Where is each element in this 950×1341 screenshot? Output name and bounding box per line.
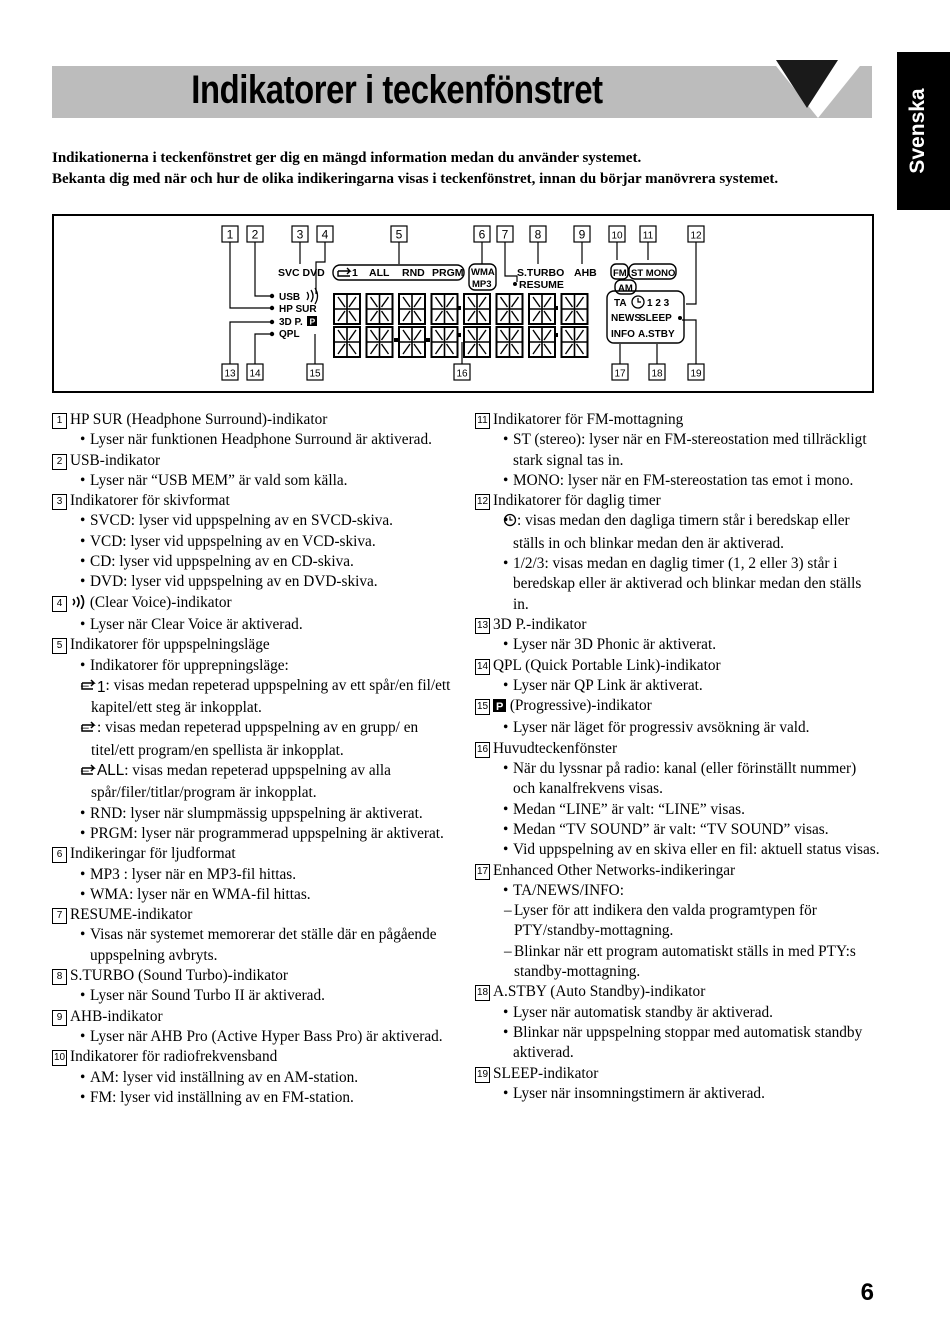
label-ahb: AHB <box>574 267 597 279</box>
indicator-number: 16 <box>475 742 490 758</box>
indicator-heading <box>52 451 457 471</box>
label-wma: WMA <box>471 267 495 278</box>
indicator-heading-text: Indikatorer för uppspelningsläge <box>70 636 270 654</box>
bullet-item: • Vid uppspelning av en skiva eller en fil: aktuell status visas. <box>475 840 880 860</box>
indicator-heading <box>52 1047 457 1067</box>
svg-text:P: P <box>309 316 316 327</box>
indicator-heading <box>475 982 880 1002</box>
indicator-number: 11 <box>475 413 490 429</box>
clock-icon <box>632 296 644 308</box>
indicator-heading-text: USB-indikator <box>70 451 161 469</box>
callout-number: 13 <box>224 368 236 380</box>
bullet-item: • AM: lyser vid inställning av en AM-station. <box>52 1068 457 1088</box>
label-hp-sur: HP SUR <box>279 304 317 315</box>
indicator-heading-text: (Progressive)-indikator <box>506 697 652 715</box>
indicator-heading-text: S.TURBO (Sound Turbo)-indikator <box>70 967 289 985</box>
label-prgm: PRGM <box>432 267 464 279</box>
indicator-heading <box>52 491 457 511</box>
bullet-item: • Lyser när AHB Pro (Active Hyper Bass Pro) är aktiverad. <box>52 1027 457 1047</box>
indicator-heading-text: Huvudteckenfönster <box>493 739 618 757</box>
indicator-number: 3 <box>52 494 67 510</box>
callout-number: 2 <box>251 227 259 242</box>
indicator-number: 19 <box>475 1067 490 1083</box>
callouts-bottom <box>222 364 704 380</box>
segment-colon <box>554 306 558 310</box>
label-st-mono: ST MONO <box>631 268 676 279</box>
indicator-heading-text: Indikatorer för FM-mottagning <box>493 411 684 428</box>
bullet-item: • Lyser när “USB MEM” är vald som källa. <box>52 471 457 491</box>
indicator-heading-text: Indikeringar för ljudformat <box>70 845 236 863</box>
bullet-item: • Lyser när automatisk standby är aktiverad. <box>475 1003 880 1023</box>
callout-number: 15 <box>309 368 321 380</box>
callout-number: 7 <box>501 227 509 242</box>
indicator-heading <box>52 593 457 615</box>
indicator-heading <box>475 615 880 635</box>
bullet-item: • Lyser när funktionen Headphone Surround är aktiverad. <box>52 430 457 450</box>
bullet-item: • Lyser när 3D Phonic är aktiverat. <box>475 635 880 655</box>
callouts-top <box>222 226 704 242</box>
label-3d-phonic: 3D P. <box>279 317 303 328</box>
indicator-list-column-2 <box>475 410 880 1104</box>
indicator-heading-text: A.STBY (Auto Standby)-indikator <box>493 983 706 1001</box>
indicator-heading <box>475 410 880 430</box>
bullet-item: • När du lyssnar på radio: kanal (eller förinställt nummer) och kanalfrekvens visas. <box>475 759 880 800</box>
label-timer-numbers: 1 2 3 <box>647 298 670 309</box>
callout-number: 18 <box>651 368 663 380</box>
label-fm: FM <box>613 268 627 279</box>
indicator-number: 9 <box>52 1010 67 1026</box>
label-news: NEWS <box>611 313 641 324</box>
title-triangle-icon <box>768 56 888 120</box>
callout-number: 19 <box>690 368 702 380</box>
segment-dot <box>394 338 398 342</box>
bullet-item: • CD: lyser vid uppspelning av en CD-skiva. <box>52 552 457 572</box>
callout-number: 11 <box>642 230 654 242</box>
bullet-item: • Lyser när Sound Turbo II är aktiverad. <box>52 986 457 1006</box>
bullet-item: • Medan “TV SOUND” är valt: “TV SOUND” visas. <box>475 820 880 840</box>
segment-colon <box>457 306 461 310</box>
bullet-item: • Medan “LINE” är valt: “LINE” visas. <box>475 800 880 820</box>
segment-character <box>334 294 360 324</box>
display-diagram-svg <box>54 216 872 391</box>
indicator-heading-text: (Clear Voice)-indikator <box>86 593 232 611</box>
label-qpl: QPL <box>279 329 300 340</box>
segment-character <box>399 327 425 357</box>
segment-character <box>529 327 555 357</box>
callout-number: 16 <box>456 368 468 380</box>
indicator-heading <box>52 966 457 986</box>
label-rnd: RND <box>402 267 425 279</box>
label-sleep: SLEEP <box>639 313 672 324</box>
indicator-heading <box>475 491 880 511</box>
intro-text <box>52 148 882 190</box>
sub-dash-item: – Lyser för att indikera den valda programtypen för PTY/standby-mottagning. <box>475 901 880 942</box>
clear-voice-icon <box>307 288 318 304</box>
bullet-item: • MP3 : lyser när en MP3-fil hittas. <box>52 865 457 885</box>
indicator-heading-text: 3D P.-indikator <box>493 615 587 633</box>
indicator-heading-text: SLEEP-indikator <box>493 1064 599 1082</box>
label-ta: TA <box>614 298 627 309</box>
indicator-number: 12 <box>475 494 490 510</box>
bullet-item: • TA/NEWS/INFO: <box>475 881 880 901</box>
indicator-heading-text: Indikatorer för skivformat <box>70 492 230 510</box>
label-repeat-one: 1 <box>352 267 358 279</box>
callout-number: 8 <box>534 227 542 242</box>
segment-character <box>432 327 458 357</box>
bullet-item: • Indikatorer för upprepningsläge: <box>52 656 457 676</box>
segment-colon <box>457 333 461 337</box>
indicator-number: 2 <box>52 454 67 470</box>
segment-character <box>432 294 458 324</box>
label-usb: USB <box>279 292 301 303</box>
bullet-item: • Lyser när läget för progressiv avsökning är vald. <box>475 718 880 738</box>
label-svc-dvd: SVC DVD <box>278 267 325 279</box>
dash-item: – ALL: visas medan repeterad uppspelning av alla spår/filer/titlar/program är inkopplat. <box>52 761 457 804</box>
segment-character <box>562 294 588 324</box>
bullet-item: • : visas medan den dagliga timern står i beredskap eller ställs in och blinkar medan den är aktiverad. <box>475 511 880 554</box>
callout-number: 1 <box>226 227 234 242</box>
segment-dot <box>426 338 430 342</box>
repeat-icon <box>338 268 350 276</box>
dash-item: – : visas medan repeterad uppspelning av en grupp/ en titel/ett program/en spellista är inkopplat. <box>52 718 457 761</box>
indicator-heading-text: Indikatorer för daglig timer <box>493 492 661 510</box>
bullet-item: • ST (stereo): lyser när en FM-stereostation med tillräckligt stark signal tas in. <box>475 430 880 471</box>
label-astby: A.STBY <box>638 329 675 340</box>
callout-number: 3 <box>296 227 304 242</box>
callout-number: 12 <box>690 230 702 242</box>
indicator-list-column-1 <box>52 410 457 1108</box>
indicator-number: 5 <box>52 638 67 654</box>
segment-character <box>497 327 523 357</box>
indicator-number: 1 <box>52 413 67 429</box>
bullet-item: • Lyser när Clear Voice är aktiverad. <box>52 615 457 635</box>
label-info: INFO <box>611 329 635 340</box>
callout-number: 14 <box>249 368 261 380</box>
indicator-heading <box>475 1064 880 1084</box>
bullet-item: • PRGM: lyser när programmerad uppspelning är aktiverat. <box>52 824 457 844</box>
indicator-number: 13 <box>475 618 490 634</box>
bullet-item: • VCD: lyser vid uppspelning av en VCD-skiva. <box>52 532 457 552</box>
indicator-heading-text: QPL (Quick Portable Link)-indikator <box>493 656 721 674</box>
segment-character <box>497 294 523 324</box>
label-resume: RESUME <box>519 279 564 291</box>
callout-number: 4 <box>321 227 329 242</box>
bullet-item: • 1/2/3: visas medan en daglig timer (1, 2 eller 3) står i beredskap eller är aktiverad och blinkar medan den ställs in. <box>475 554 880 615</box>
indicator-number: 6 <box>52 847 67 863</box>
segment-colon <box>554 333 558 337</box>
repeat-1-icon: 1 <box>91 678 106 698</box>
intro-line-2: Bekanta dig med när och hur de olika indikeringarna visas i teckenfönstret, innan du börjar manövrera systemet. <box>52 171 779 187</box>
indicator-heading <box>52 1007 457 1027</box>
bullet-item: • Lyser när insomningstimern är aktiverad. <box>475 1084 880 1104</box>
callout-number: 10 <box>611 230 623 242</box>
segment-character <box>464 294 490 324</box>
bullet-item: • FM: lyser vid inställning av en FM-station. <box>52 1088 457 1108</box>
label-all: ALL <box>369 267 390 279</box>
indicator-heading-text: Enhanced Other Networks-indikeringar <box>493 861 736 879</box>
bullet-item: • MONO: lyser när en FM-stereostation tas emot i mono. <box>475 471 880 491</box>
callout-number: 17 <box>614 368 626 380</box>
indicator-number: 15 <box>475 699 490 715</box>
segment-character <box>367 327 393 357</box>
sub-dash-item: – Blinkar när ett program automatiskt ställs in med PTY:s standby-mottagning. <box>475 942 880 983</box>
callout-number: 6 <box>478 227 486 242</box>
indicator-number: 4 <box>52 596 67 612</box>
page-number: 6 <box>860 1279 874 1306</box>
indicator-heading <box>475 696 880 718</box>
indicator-heading <box>475 739 880 759</box>
indicator-number: 10 <box>52 1050 67 1066</box>
label-sturbo: S.TURBO <box>517 267 565 279</box>
bullet-item: • WMA: lyser när en WMA-fil hittas. <box>52 885 457 905</box>
clear-voice-icon <box>70 595 86 615</box>
indicator-heading <box>475 656 880 676</box>
indicator-heading-text: HP SUR (Headphone Surround)-indikator <box>70 411 328 428</box>
bullet-item: • SVCD: lyser vid uppspelning av en SVCD-skiva. <box>52 511 457 531</box>
indicator-heading-text: Indikatorer för radiofrekvensband <box>70 1048 278 1066</box>
display-diagram <box>52 214 874 393</box>
segment-character <box>399 294 425 324</box>
bullet-item: • DVD: lyser vid uppspelning av en DVD-skiva. <box>52 572 457 592</box>
indicator-heading <box>52 635 457 655</box>
intro-line-1: Indikationerna i teckenfönstret ger dig en mängd information medan du använder systemet. <box>52 150 642 166</box>
indicator-number: 14 <box>475 659 490 675</box>
page-title: Indikatorer i teckenfönstret <box>191 68 603 112</box>
indicator-heading <box>52 410 457 430</box>
segment-character <box>464 327 490 357</box>
segment-character <box>334 327 360 357</box>
indicator-heading <box>52 844 457 864</box>
bullet-item: • Blinkar när uppspelning stoppar med automatisk standby aktiverad. <box>475 1023 880 1064</box>
indicator-number: 8 <box>52 969 67 985</box>
indicator-heading-text: RESUME-indikator <box>70 906 193 924</box>
progressive-icon <box>493 698 506 718</box>
dash-item: – 1: visas medan repeterad uppspelning av ett spår/en fil/ett kapitel/ett steg är inkopplat. <box>52 676 457 719</box>
indicator-heading <box>475 861 880 881</box>
bullet-item: • RND: lyser när slumpmässig uppspelning är aktiverat. <box>52 804 457 824</box>
label-am: AM <box>618 283 633 294</box>
indicator-heading <box>52 905 457 925</box>
indicator-heading-text: AHB-indikator <box>70 1007 163 1025</box>
indicator-number: 18 <box>475 985 490 1001</box>
repeat-all-label: ALL <box>97 762 125 780</box>
indicator-number: 17 <box>475 864 490 880</box>
segment-character <box>367 294 393 324</box>
main-segment-display <box>334 294 588 357</box>
callout-number: 9 <box>578 227 586 242</box>
language-tab-label: Svenska <box>906 88 929 174</box>
segment-character <box>562 327 588 357</box>
callout-number: 5 <box>395 227 403 242</box>
label-mp3: MP3 <box>472 279 492 290</box>
bullet-item: • Visas när systemet memorerar det ställe där en pågående uppspelning avbryts. <box>52 925 457 966</box>
indicator-number: 7 <box>52 908 67 924</box>
bullet-item: • Lyser när QP Link är aktiverat. <box>475 676 880 696</box>
svg-text:P: P <box>496 701 504 713</box>
segment-character <box>529 294 555 324</box>
